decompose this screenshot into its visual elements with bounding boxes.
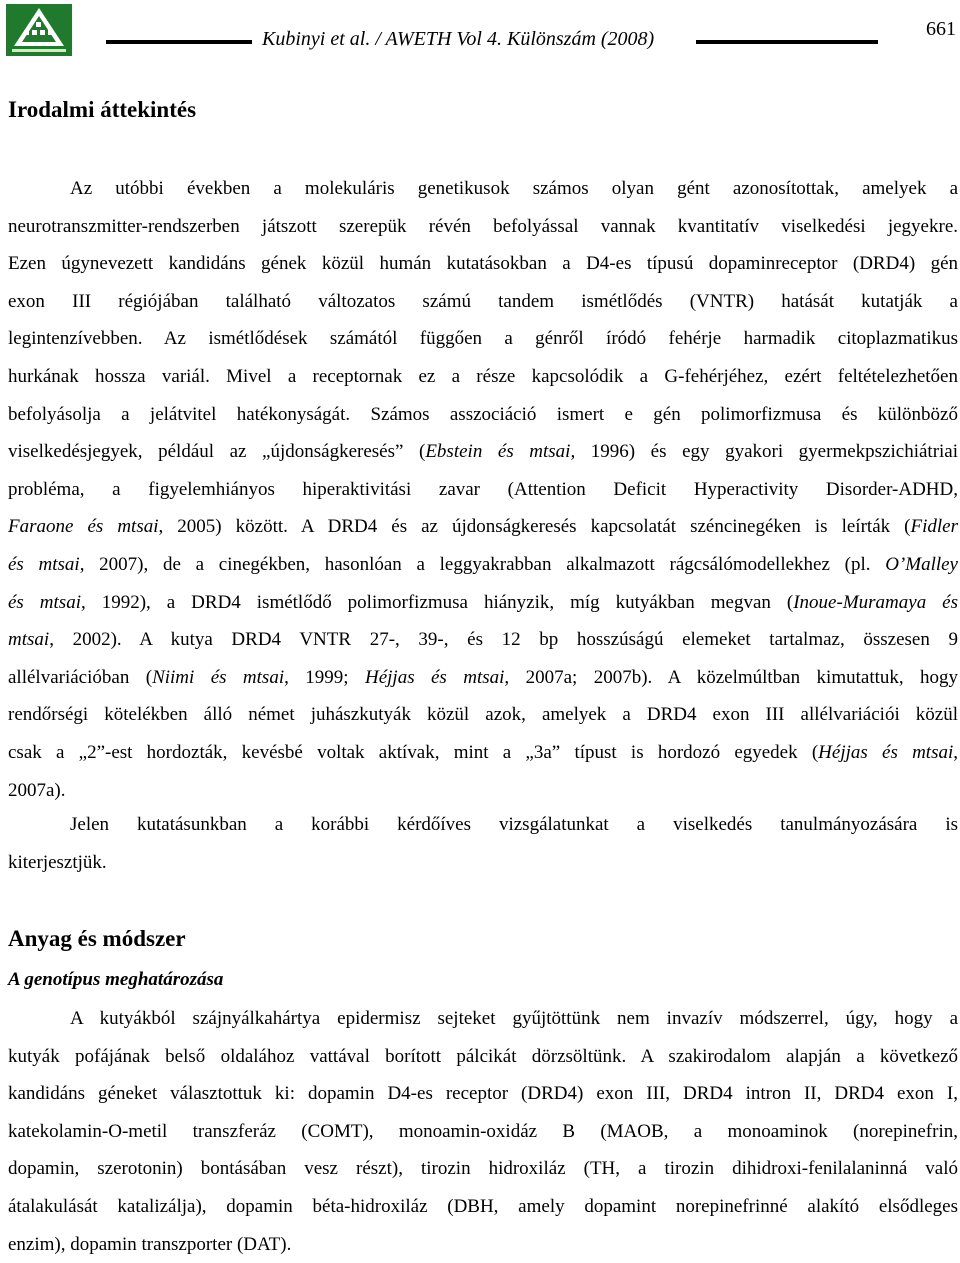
text-line: csak a „2”-est hordozták, kevésbé voltak aktívak, mint a „3a” típust is hordozó egyedek (Héjjas és mtsai,: [8, 741, 958, 763]
text-line: A kutyákból szájnyálkahártya epidermisz sejteket gyűjtöttünk nem invazív módszerrel, úgy, hogy a: [70, 1008, 958, 1029]
text-line: mtsai, 2002). A kutya DRD4 VNTR 27-, 39-, és 12 bp hosszúságú elemeket tartalmaz, összesen 9: [8, 629, 958, 651]
citation: O’Malley: [885, 553, 958, 575]
journal-citation: Kubinyi et al. / AWETH Vol 4. Különszám (2008): [262, 28, 655, 50]
text-line: befolyásolja a jelátvitel hatékonyságát. Számos asszociáció ismert e gén polimorfizmusa és különböző: [8, 403, 958, 425]
citation: Héjjas és mtsai: [818, 741, 954, 763]
text-line: átalakulását katalizálja), dopamin béta-hidroxiláz (DBH, amely dopamint norepinefrinné alakító elsődleges: [8, 1195, 958, 1217]
citation: és mtsai: [8, 553, 80, 575]
text-line: katekolamin-O-metil transzferáz (COMT), monoamin-oxidáz B (MAOB, a monoaminok (norepinefrin,: [8, 1120, 958, 1142]
section-heading-literature: Irodalmi áttekintés: [8, 97, 197, 122]
section-heading-methods: Anyag és módszer: [8, 926, 186, 951]
journal-logo: [6, 4, 72, 56]
text-line: és mtsai, 1992), a DRD4 ismétlődő polimorfizmusa hiányzik, míg kutyákban megvan (Inoue-Muramaya és: [8, 591, 959, 613]
paragraph-literature-1: [8, 170, 958, 809]
text-line: allélvariációban (Niimi és mtsai, 1999; Héjjas és mtsai, 2007a; 2007b). A közelmúltban kimutattuk, hogy: [8, 666, 959, 688]
citation: Faraone és mtsai: [8, 516, 159, 538]
citation: Inoue-Muramaya és: [793, 591, 959, 613]
text-line: kiterjesztjük.: [8, 851, 107, 873]
text-line: Az utóbbi években a molekuláris genetikusok számos olyan gént azonosítottak, amelyek a: [70, 178, 958, 199]
text-line: kutyák pofájának belső oldalához vattával borított pálcikát dörzsöltünk. A szakirodalom alapján a következő: [8, 1045, 958, 1067]
paragraph-literature-2: [8, 806, 958, 881]
text-line: viselkedésjegyek, például az „újdonságkeresés” (Ebstein és mtsai, 1996) és egy gyakori gyermekpszichiátriai: [8, 441, 959, 463]
text-line: Jelen kutatásunkban a korábbi kérdőíves vizsgálatunkat a viselkedés tanulmányozására is: [70, 814, 958, 835]
header-rule-left: [106, 40, 252, 44]
citation: Niimi és mtsai: [152, 666, 285, 688]
citation: Ebstein és mtsai,: [425, 441, 576, 463]
text-line: enzim), dopamin transzporter (DAT).: [8, 1233, 292, 1255]
text-line: legintenzívebben. Az ismétlődések számától függően a génről íródó fehérje harmadik citoplazmatikus: [8, 328, 958, 350]
text-line: dopamin, szerotonin) bontásában vesz részt), tirozin hidroxiláz (TH, a tirozin dihidroxi-fenilalaninná való: [8, 1158, 958, 1180]
subsection-heading-genotype: A genotípus meghatározása: [8, 969, 224, 990]
text-line: neurotranszmitter-rendszerben játszott szerepük révén befolyással vannak kvantitatív viselkedési jegyekre.: [8, 215, 958, 237]
text-line: kandidáns géneket választottuk ki: dopamin D4-es receptor (DRD4) exon III, DRD4 intron II, DRD4 exon I,: [8, 1083, 958, 1105]
citation: Fidler: [910, 516, 958, 538]
header-rule-right: [696, 40, 878, 44]
text-line: hurkának hossza variál. Mivel a receptornak ez a része kapcsolódik a G-fehérjéhez, ezért feltételezhetően: [8, 365, 958, 387]
text-line: Faraone és mtsai, 2005) között. A DRD4 és az újdonságkeresés kapcsolatát széncinegéken is leírták (Fidler: [8, 516, 958, 538]
text-line: és mtsai, 2007), de a cinegékben, hasonlóan a leggyakrabban alkalmazott rágcsálómodellekhez (pl. O’Malley: [8, 553, 958, 575]
citation: Héjjas és mtsai: [364, 666, 505, 688]
paragraph-methods-1: [8, 1000, 958, 1263]
text-line: rendőrségi kötelékben álló német juhászkutyák közül azok, amelyek a DRD4 exon III allélvariációi közül: [8, 704, 958, 726]
text-line: Ezen úgynevezett kandidáns gének közül humán kutatásokban a D4-es típusú dopaminreceptor (DRD4) gén: [8, 253, 958, 275]
citation: mtsai: [8, 629, 50, 651]
logo-graphic: [6, 4, 72, 56]
citation: és mtsai: [8, 591, 81, 613]
text-line: exon III régiójában található változatos számú tandem ismétlődés (VNTR) hatását kutatják a: [8, 290, 958, 312]
text-line: probléma, a figyelemhiányos hiperaktivitási zavar (Attention Deficit Hyperactivity Disorder-ADHD,: [8, 478, 958, 500]
page-number: 661: [926, 18, 956, 40]
text-line: 2007a).: [8, 779, 66, 801]
